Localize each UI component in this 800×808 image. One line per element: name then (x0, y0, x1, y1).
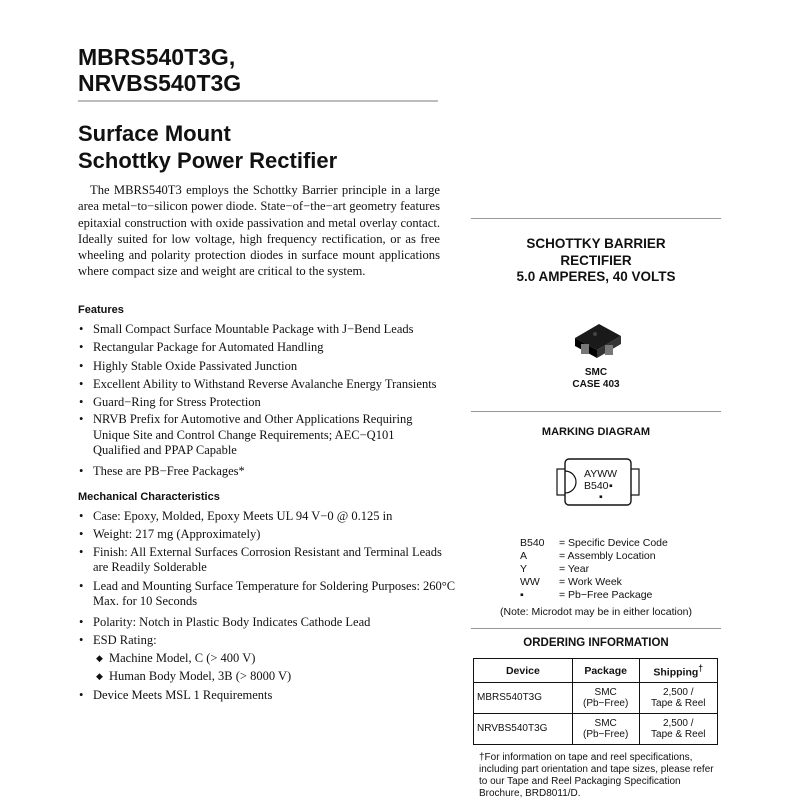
table-row (474, 683, 718, 714)
features-list (78, 320, 458, 480)
title-line-1: MBRS540T3G, (78, 44, 236, 70)
legend-row: B540 = Specific Device Code (520, 537, 668, 549)
shipping-cell: 2,500 / Tape & Reel (639, 683, 717, 714)
list-item: • These are PB−Free Packages* (79, 463, 245, 478)
list-item: • Finish: All External Surfaces Corrosion Resistant and Terminal Leads are Readily Solderable (79, 544, 442, 575)
intro-paragraph: The MBRS540T3 employs the Schottky Barrier principle in a large area metal−to−silicon power diode. State−of−the−art geometry features epitaxial construction with oxide passivation and metal overlay contact. Ideally suited for low voltage, high frequency rectification, or as free wheeling and polarity protection diodes in surface mount applications where compact size and weight are critical to the system. (78, 183, 440, 279)
legend-row: ▪ = Pb−Free Package (520, 589, 653, 601)
package-cell: SMC (Pb−Free) (572, 683, 639, 714)
rating-block (471, 236, 721, 286)
legend-row: A = Assembly Location (520, 550, 656, 562)
marking-divider (471, 411, 721, 412)
marking-line-2: B540 (584, 480, 609, 492)
marking-dot: ▪ (599, 491, 603, 503)
title-divider (78, 100, 438, 102)
list-item: • Small Compact Surface Mountable Package with J−Bend Leads (79, 322, 414, 336)
ordering-table (473, 658, 718, 745)
rating-line-2: RECTIFIER (560, 252, 632, 268)
marking-line-1: AYWW (584, 468, 618, 480)
list-item: • NRVB Prefix for Automotive and Other Applications Requiring Unique Site and Control Change Requirements; AEC−Q101 Qualified and PPAP Capable (79, 412, 413, 458)
esd-sublist (93, 649, 458, 686)
package-cell: SMC (Pb−Free) (572, 714, 639, 745)
mechanical-heading: Mechanical Characteristics (78, 491, 220, 503)
list-item: • Weight: 217 mg (Approximately) (79, 527, 261, 542)
ordering-footnote: †For information on tape and reel specifications, including part orientation and tape sizes, please refer to our Tape and Reel Packaging Specification Brochure, BRD8011/D. (479, 752, 714, 799)
title-line-2: NRVBS540T3G (78, 70, 242, 96)
marking-diagram (556, 457, 640, 525)
list-item: • Lead and Mounting Surface Temperature for Soldering Purposes: 260°C Max. for 10 Seconds (79, 578, 456, 609)
device-cell: MBRS540T3G (474, 683, 573, 714)
legend-row: Y = Year (520, 563, 590, 575)
list-item: ◆ Human Body Model, 3B (> 8000 V) (96, 669, 292, 684)
list-item: • Highly Stable Oxide Passivated Junction (79, 358, 298, 373)
column-header-shipping: Shipping† (639, 659, 717, 683)
package-case: CASE 403 (572, 379, 620, 390)
list-item: • Device Meets MSL 1 Requirements (79, 687, 273, 702)
marking-heading: MARKING DIAGRAM (541, 426, 651, 438)
subtitle-line-2: Schottky Power Rectifier (78, 148, 338, 173)
list-item: • Rectangular Package for Automated Handling (79, 340, 324, 355)
device-cell: NRVBS540T3G (474, 714, 573, 745)
package-label (471, 367, 721, 391)
smc-package-icon (571, 320, 625, 362)
rating-divider (471, 218, 721, 219)
list-item: ◆ Machine Model, C (> 400 V) (96, 651, 256, 666)
shipping-cell: 2,500 / Tape & Reel (639, 714, 717, 745)
document-title (78, 44, 241, 96)
package-name: SMC (584, 367, 608, 378)
mechanical-list (78, 507, 458, 704)
legend-row: WW = Work Week (520, 576, 622, 588)
table-row (474, 714, 718, 745)
features-heading: Features (78, 304, 124, 316)
column-header-device: Device (474, 659, 573, 683)
ordering-divider (471, 628, 721, 629)
subtitle-line-1: Surface Mount (78, 121, 231, 146)
marking-note: (Note: Microdot may be in either location) (500, 606, 692, 618)
document-subtitle (78, 120, 337, 174)
list-item: • Guard−Ring for Stress Protection (79, 395, 261, 410)
table-header-row (474, 659, 718, 683)
rating-line-1: SCHOTTKY BARRIER (526, 236, 666, 251)
list-item: • Polarity: Notch in Plastic Body Indicates Cathode Lead (79, 614, 371, 629)
list-item: • ESD Rating: ◆ Machine Model, C (> 400 V) ◆ Human Body Model, 3B (> 8000 V) (78, 631, 458, 686)
rating-line-3: 5.0 AMPERES, 40 VOLTS (516, 269, 676, 284)
marking-legend (520, 537, 668, 602)
list-item: • Case: Epoxy, Molded, Epoxy Meets UL 94 V−0 @ 0.125 in (79, 509, 393, 523)
marking-dot-inline: ▪ (609, 480, 613, 492)
ordering-heading: ORDERING INFORMATION (523, 637, 669, 649)
column-header-package: Package (572, 659, 639, 683)
list-item: • Excellent Ability to Withstand Reverse Avalanche Energy Transients (79, 376, 437, 391)
